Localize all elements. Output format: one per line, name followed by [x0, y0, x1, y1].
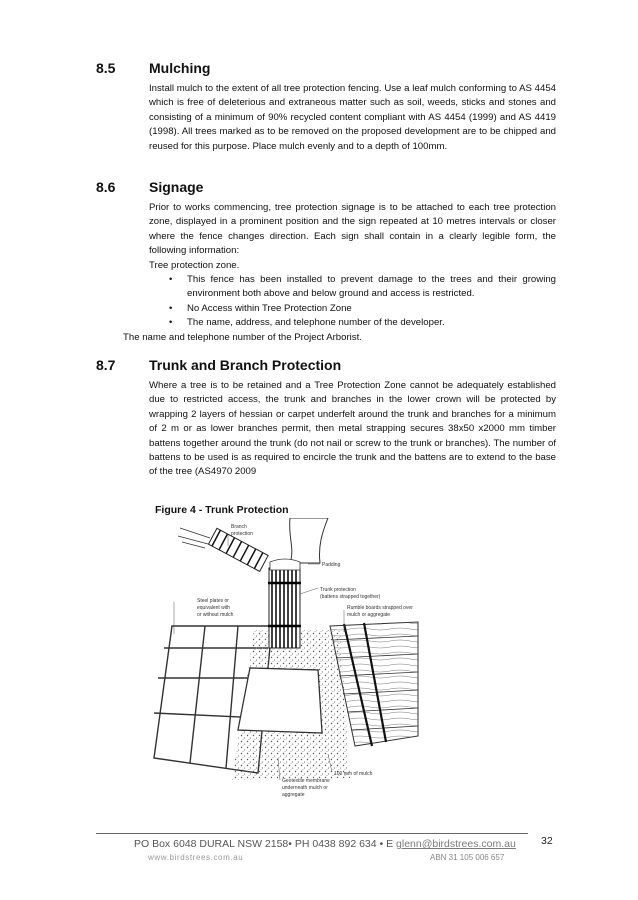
footer-contact	[134, 838, 516, 850]
section-number: 8.7	[96, 357, 116, 373]
callout-geotextile: Geotextile membrane	[282, 778, 330, 784]
callout-trunk: Trunk protection	[320, 587, 356, 593]
footer-email-link[interactable]: glenn@birdstrees.com.au	[396, 838, 516, 850]
callout-steel: Steel plates or	[197, 598, 229, 604]
section-title: Mulching	[149, 60, 211, 76]
section-body	[149, 82, 556, 154]
trunk-protection-illustration	[150, 518, 420, 800]
section-number: 8.6	[96, 179, 116, 195]
callout-mulch-depth: 100 mm of mulch	[334, 771, 373, 777]
callout-rumble-2: mulch or aggregate	[347, 612, 391, 618]
callout-trunk-2: (battens strapped together)	[320, 594, 381, 600]
callout-rumble: Rumble boards strapped over	[347, 605, 413, 611]
callout-geotextile-2: underneath mulch or	[282, 785, 328, 791]
section-body	[123, 201, 556, 345]
section-title: Signage	[149, 179, 204, 195]
list-item: • No Access within Tree Protection Zone	[149, 302, 556, 316]
branch-protection	[178, 528, 268, 571]
paragraph: Where a tree is to be retained and a Tree Protection Zone cannot be adequately established due to restricted access, the trunk and branches in the lower crown will be protected by wrapping 2 layers of hessian or carpet underfelt around the trunk and branches for a minimum of 2 m or as lower branches permit, then metal strapping secures 38x50 x2000 mm timber battens together around the trunk (do not nail or screw to the trunk or branches). The number of battens to be used is as required to encircle the trunk and the battens are to extend to the base of the tree (AS4970 2009	[149, 380, 556, 478]
footer-divider	[96, 833, 528, 834]
footer-website[interactable]: www.birdstrees.com.au	[148, 853, 244, 862]
paragraph-lead: Tree protection zone.	[149, 259, 240, 271]
footer-abn: ABN 31 105 006 657	[430, 853, 505, 862]
callout-geotextile-3: aggregate	[282, 792, 305, 798]
footer-address: PO Box 6048 DURAL NSW 2158• PH 0438 892 634 • E	[134, 838, 397, 850]
callout-padding: Padding	[322, 562, 341, 568]
callout-steel-3: or without mulch	[197, 612, 234, 618]
section-number: 8.5	[96, 60, 116, 76]
callout-steel-2: equivalent with	[197, 605, 231, 611]
list-item: • The name, address, and telephone number of the developer.	[149, 316, 556, 330]
list-item: • This fence has been installed to prevent damage to the trees and their growing environment both above and below ground and access is restricted.	[149, 273, 556, 302]
paragraph: Prior to works commencing, tree protection signage is to be attached to each tree protection zone, displayed in a prominent position and the sign repeated at 10 metres intervals or closer where the fence changes direction. Each sign shall contain in a clearly legible form, the following information:	[149, 202, 556, 257]
paragraph: Install mulch to the extent of all tree protection fencing. Use a leaf mulch conforming to AS 4454 which is free of deleterious and extraneous matter such as soil, weeds, sticks and stones and consisting of a minimum of 90% recycled content compliant with AS 4454 (1999) and AS 4419 (1998). All trees marked as to be removed on the proposed development are to be chipped and reused for this purpose. Place mulch evenly and to a depth of 100mm.	[149, 83, 556, 152]
section-body	[149, 379, 556, 480]
trunk	[268, 518, 328, 648]
figure-caption: Figure 4 - Trunk Protection	[155, 504, 289, 516]
paragraph-closing: The name and telephone number of the Project Arborist.	[123, 331, 362, 343]
page-number: 32	[541, 835, 553, 847]
bullet-list	[149, 273, 556, 331]
callout-branch: Branch	[231, 524, 247, 530]
callout-branch-2: protection	[231, 531, 253, 537]
section-title: Trunk and Branch Protection	[149, 357, 342, 373]
